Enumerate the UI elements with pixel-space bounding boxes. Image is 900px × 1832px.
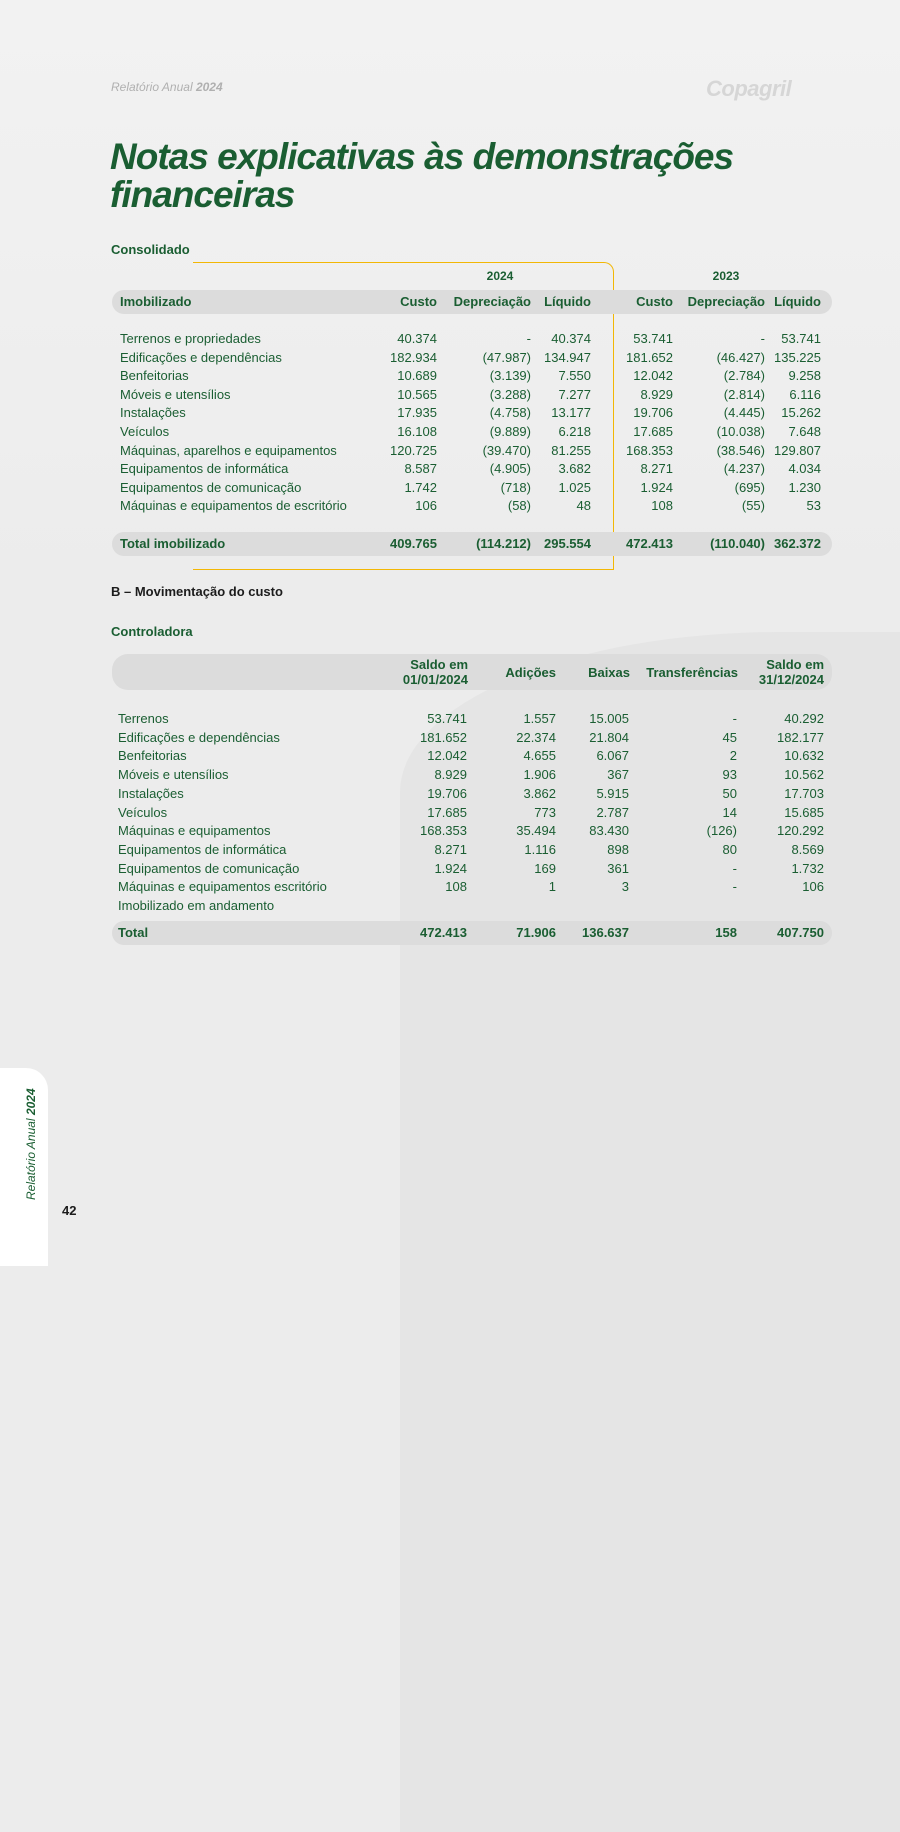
table-cell: 1.230	[788, 480, 821, 495]
table-cell: 134.947	[544, 350, 591, 365]
table-cell: 17.685	[427, 805, 467, 820]
table-row-label: Edificações e dependências	[120, 350, 282, 365]
table-cell: (4.905)	[489, 461, 531, 476]
table-cell: 1.557	[523, 711, 556, 726]
table-cell: 106	[415, 498, 437, 513]
table-cell: (2.784)	[723, 368, 765, 383]
col-header: Depreciação	[687, 294, 765, 309]
total-label: Total imobilizado	[120, 536, 226, 551]
table-cell: (126)	[706, 823, 737, 838]
table-cell: 6.116	[789, 387, 821, 402]
table-cell: 8.271	[434, 842, 467, 857]
table-cell: 898	[607, 842, 629, 857]
table-row-label: Veículos	[120, 424, 170, 439]
table-cell: 53.741	[781, 331, 821, 346]
table-cell: 108	[445, 879, 467, 894]
col-header: Líquido	[544, 294, 591, 309]
total-cell: 136.637	[582, 925, 629, 940]
table-cell: 1.732	[791, 861, 824, 876]
table-row-label: Benfeitorias	[118, 748, 187, 763]
table-row-label: Equipamentos de informática	[118, 842, 287, 857]
col-saldo-inicial: Saldo em 01/01/2024	[402, 657, 468, 687]
table-cell: 8.587	[404, 461, 437, 476]
table-cell: 168.353	[420, 823, 467, 838]
table-row-label: Benfeitorias	[120, 368, 189, 383]
table-cell: 83.430	[589, 823, 629, 838]
table-cell: 129.807	[774, 443, 821, 458]
table-cell: (4.758)	[489, 405, 531, 420]
col-header: Custo	[636, 294, 673, 309]
total-cell: 158	[715, 925, 737, 940]
header-report-label: Relatório Anual 2024	[111, 80, 223, 94]
table-cell: 15.685	[784, 805, 824, 820]
table-cell: 6.218	[558, 424, 591, 439]
table-cell: 4.034	[788, 461, 821, 476]
table-cell: (58)	[507, 498, 531, 513]
total-cell: 472.413	[626, 536, 673, 551]
table-row-label: Imobilizado em andamento	[118, 898, 275, 913]
table-cell: -	[526, 331, 531, 346]
table-row-label: Edificações e dependências	[118, 730, 280, 745]
table-cell: 1	[548, 879, 556, 894]
table-cell: 3.682	[558, 461, 591, 476]
table-row-label: Móveis e utensílios	[118, 767, 229, 782]
total-cell: 409.765	[390, 536, 437, 551]
table-cell: 1.116	[524, 842, 556, 857]
table-cell: 4.655	[523, 748, 556, 763]
table-cell: 135.225	[774, 350, 821, 365]
col-header: Custo	[400, 294, 437, 309]
table-cell: 15.005	[589, 711, 629, 726]
table-cell: 53	[806, 498, 821, 513]
table-row-label: Máquinas, aparelhos e equipamentos	[120, 443, 337, 458]
table-cell: (47.987)	[482, 350, 531, 365]
table-cell: (10.038)	[716, 424, 765, 439]
table-cell: 8.929	[434, 767, 467, 782]
table-cell: 80	[722, 842, 737, 857]
page-number: 42	[62, 1203, 77, 1218]
table-cell: 7.277	[558, 387, 591, 402]
table-cell: 2.787	[596, 805, 629, 820]
table-cell: 40.374	[551, 331, 591, 346]
table-cell: 7.550	[558, 368, 591, 383]
table-cell: 50	[722, 786, 737, 801]
table-row-label: Móveis e utensílios	[120, 387, 231, 402]
table-cell: 108	[651, 498, 673, 513]
year-2023-label: 2023	[712, 269, 740, 283]
page-title: Notas explicativas às demonstrações financeiras	[110, 136, 734, 215]
table-row-label: Máquinas e equipamentos de escritório	[120, 498, 347, 513]
col-imobilizado: Imobilizado	[120, 294, 192, 309]
table-cell: (3.139)	[489, 368, 531, 383]
table-row-label: Máquinas e equipamentos	[118, 823, 271, 838]
table-cell: 45	[722, 730, 737, 745]
table-cell: (2.814)	[723, 387, 765, 402]
table-cell: -	[732, 861, 737, 876]
table-cell: 120.725	[390, 443, 437, 458]
table-cell: 21.804	[589, 730, 629, 745]
table-cell: (39.470)	[482, 443, 531, 458]
table-cell: -	[732, 879, 737, 894]
table-cell: 1.906	[523, 767, 556, 782]
table-cell: -	[732, 711, 737, 726]
side-report-label: Relatório Anual 2024	[24, 1088, 38, 1200]
total-cell: 71.906	[516, 925, 556, 940]
table-cell: (46.427)	[716, 350, 765, 365]
table-cell: 14	[722, 805, 737, 820]
table-cell: 1.742	[404, 480, 437, 495]
table-cell: 182.177	[777, 730, 824, 745]
table-cell: 106	[802, 879, 824, 894]
col-header: Depreciação	[453, 294, 531, 309]
col-saldo-final: Saldo em 31/12/2024	[758, 657, 824, 687]
total-cell: (110.040)	[710, 536, 765, 551]
table-cell: 10.689	[397, 368, 437, 383]
table-cell: (55)	[741, 498, 765, 513]
table-cell: 10.565	[397, 387, 437, 402]
col-baixas: Baixas	[588, 665, 630, 680]
total-cell: 295.554	[544, 536, 591, 551]
table-cell: 773	[534, 805, 556, 820]
table-cell: 17.685	[633, 424, 673, 439]
table-cell: 12.042	[633, 368, 673, 383]
table-cell: 13.177	[551, 405, 591, 420]
table-cell: 16.108	[397, 424, 437, 439]
table-cell: 40.374	[397, 331, 437, 346]
table-cell: -	[760, 331, 765, 346]
table-cell: 3.862	[523, 786, 556, 801]
table-cell: 9.258	[788, 368, 821, 383]
table-cell: 182.934	[390, 350, 437, 365]
table-cell: (695)	[734, 480, 765, 495]
total-label: Total	[118, 925, 149, 940]
table-cell: 12.042	[427, 748, 467, 763]
consolidado-label: Consolidado	[111, 242, 190, 257]
table-cell: 10.632	[784, 748, 824, 763]
table-row-label: Veículos	[118, 805, 168, 820]
col-adicoes: Adições	[505, 665, 556, 680]
table-cell: (38.546)	[716, 443, 765, 458]
table-row-label: Terrenos e propriedades	[120, 331, 261, 346]
table-cell: 17.703	[784, 786, 824, 801]
table-cell: 1.924	[434, 861, 467, 876]
table-cell: 53.741	[633, 331, 673, 346]
table-cell: 8.929	[640, 387, 673, 402]
table-cell: 93	[722, 767, 737, 782]
table-cell: 367	[607, 767, 629, 782]
table-row-label: Equipamentos de comunicação	[118, 861, 300, 876]
table-cell: 5.915	[596, 786, 629, 801]
table-cell: 48	[576, 498, 591, 513]
table-cell: 17.935	[397, 405, 437, 420]
table-cell: 168.353	[626, 443, 673, 458]
table-row-label: Instalações	[118, 786, 184, 801]
table-cell: 35.494	[516, 823, 556, 838]
movimentacao-label: B – Movimentação do custo	[111, 584, 283, 599]
table-cell: 169	[534, 861, 556, 876]
table-cell: 81.255	[551, 443, 591, 458]
table-cell: 7.648	[788, 424, 821, 439]
table-cell: 40.292	[784, 711, 824, 726]
table-cell: 19.706	[427, 786, 467, 801]
table-cell: 53.741	[427, 711, 467, 726]
table-row-label: Equipamentos de comunicação	[120, 480, 302, 495]
table-cell: 1.924	[640, 480, 673, 495]
table-cell: (3.288)	[489, 387, 531, 402]
table-cell: 8.271	[640, 461, 673, 476]
table-cell: 361	[607, 861, 629, 876]
total-cell: (114.212)	[476, 536, 531, 551]
table-cell: 6.067	[596, 748, 629, 763]
controladora-label: Controladora	[111, 624, 193, 639]
table-cell: 2	[729, 748, 737, 763]
table-cell: 22.374	[516, 730, 556, 745]
table-cell: 15.262	[781, 405, 821, 420]
table-cell: 181.652	[420, 730, 467, 745]
table-row-label: Máquinas e equipamentos escritório	[118, 879, 327, 894]
table-cell: (718)	[500, 480, 531, 495]
year-2024-label: 2024	[486, 269, 514, 283]
table-cell: (4.237)	[723, 461, 765, 476]
table-row-label: Equipamentos de informática	[120, 461, 289, 476]
table-row-label: Instalações	[120, 405, 186, 420]
table-cell: 120.292	[777, 823, 824, 838]
table-cell: (4.445)	[723, 405, 765, 420]
col-transferencias: Transferências	[646, 665, 738, 680]
table-cell: 10.562	[784, 767, 824, 782]
total-cell: 472.413	[420, 925, 467, 940]
col-header: Líquido	[774, 294, 821, 309]
copagril-logo: Copagril	[706, 76, 792, 101]
table-row-label: Terrenos	[118, 711, 169, 726]
table-cell: 19.706	[633, 405, 673, 420]
total-cell: 407.750	[777, 925, 824, 940]
total-cell: 362.372	[774, 536, 821, 551]
table-cell: 1.025	[558, 480, 591, 495]
table-cell: 8.569	[791, 842, 824, 857]
table-cell: 181.652	[626, 350, 673, 365]
table-cell: 3	[621, 879, 629, 894]
table-cell: (9.889)	[489, 424, 531, 439]
